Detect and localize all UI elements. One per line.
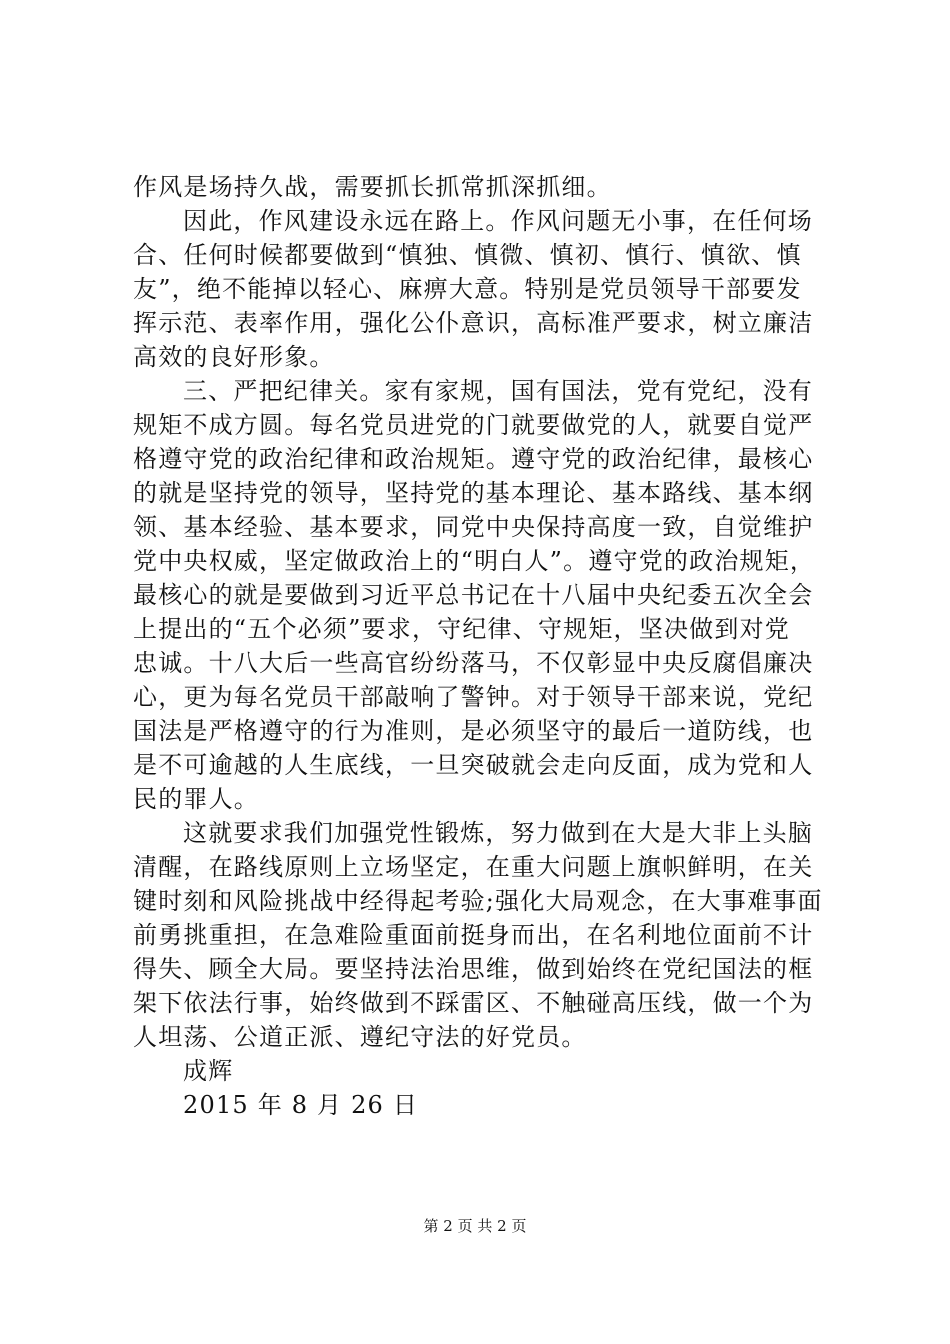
text-line: 民的罪人。 — [133, 785, 259, 813]
text-line: 高效的良好形象。 — [133, 343, 335, 371]
text-line: 国法是严格遵守的行为准则，是必须坚守的最后一道防线，也 — [133, 717, 814, 745]
text-line: 最核心的就是要做到习近平总书记在十八届中央纪委五次全会 — [133, 581, 814, 609]
text-line: 清醒，在路线原则上立场坚定，在重大问题上旗帜鲜明，在关 — [133, 853, 814, 881]
text-line: 格遵守党的政治纪律和政治规矩。遵守党的政治纪律，最核心 — [133, 445, 814, 473]
text-line: 因此，作风建设永远在路上。作风问题无小事，在任何场 — [183, 207, 813, 235]
text-line: 党中央权威，坚定做政治上的“明白人”。遵守党的政治规矩， — [133, 547, 816, 575]
text-line: 友”，绝不能掉以轻心、麻痹大意。特别是党员领导干部要发 — [133, 275, 802, 303]
text-line: 键时刻和风险挑战中经得起考验;强化大局观念，在大事难事面 — [133, 887, 823, 915]
text-line: 是不可逾越的人生底线，一旦突破就会走向反面，成为党和人 — [133, 751, 814, 779]
text-line: 这就要求我们加强党性锻炼，努力做到在大是大非上头脑 — [183, 819, 813, 847]
document-body — [133, 170, 833, 1122]
text-line: 合、任何时候都要做到“慎独、慎微、慎初、慎行、慎欲、慎 — [133, 241, 802, 269]
page-number-label: 第 2 页 共 2 页 — [423, 1217, 527, 1235]
text-line: 的就是坚持党的领导，坚持党的基本理论、基本路线、基本纲 — [133, 479, 814, 507]
text-line: 作风是场持久战，需要抓长抓常抓深抓细。 — [133, 173, 612, 201]
text-line: 心，更为每名党员干部敲响了警钟。对于领导干部来说，党纪 — [133, 683, 814, 711]
text-line: 三、严把纪律关。家有家规，国有国法，党有党纪，没有 — [183, 377, 813, 405]
text-line: 挥示范、表率作用，强化公仆意识，高标准严要求，树立廉洁 — [133, 309, 814, 337]
document-date: 2015 年 8 月 26 日 — [183, 1091, 419, 1119]
text-line: 架下依法行事，始终做到不踩雷区、不触碰高压线，做一个为 — [133, 989, 814, 1017]
text-line: 前勇挑重担，在急难险重面前挺身而出，在名利地位面前不计 — [133, 921, 814, 949]
text-line: 上提出的“五个必须”要求，守纪律、守规矩，坚决做到对党 — [133, 615, 790, 643]
text-line: 领、基本经验、基本要求，同党中央保持高度一致，自觉维护 — [133, 513, 814, 541]
signature: 成辉 — [183, 1057, 234, 1085]
text-line: 规矩不成方圆。每名党员进党的门就要做党的人，就要自觉严 — [133, 411, 814, 439]
text-line: 人坦荡、公道正派、遵纪守法的好党员。 — [133, 1023, 587, 1051]
text-line: 忠诚。十八大后一些高官纷纷落马，不仅彰显中央反腐倡廉决 — [133, 649, 814, 677]
page-footer — [0, 1216, 950, 1236]
text-line: 得失、顾全大局。要坚持法治思维，做到始终在党纪国法的框 — [133, 955, 814, 983]
